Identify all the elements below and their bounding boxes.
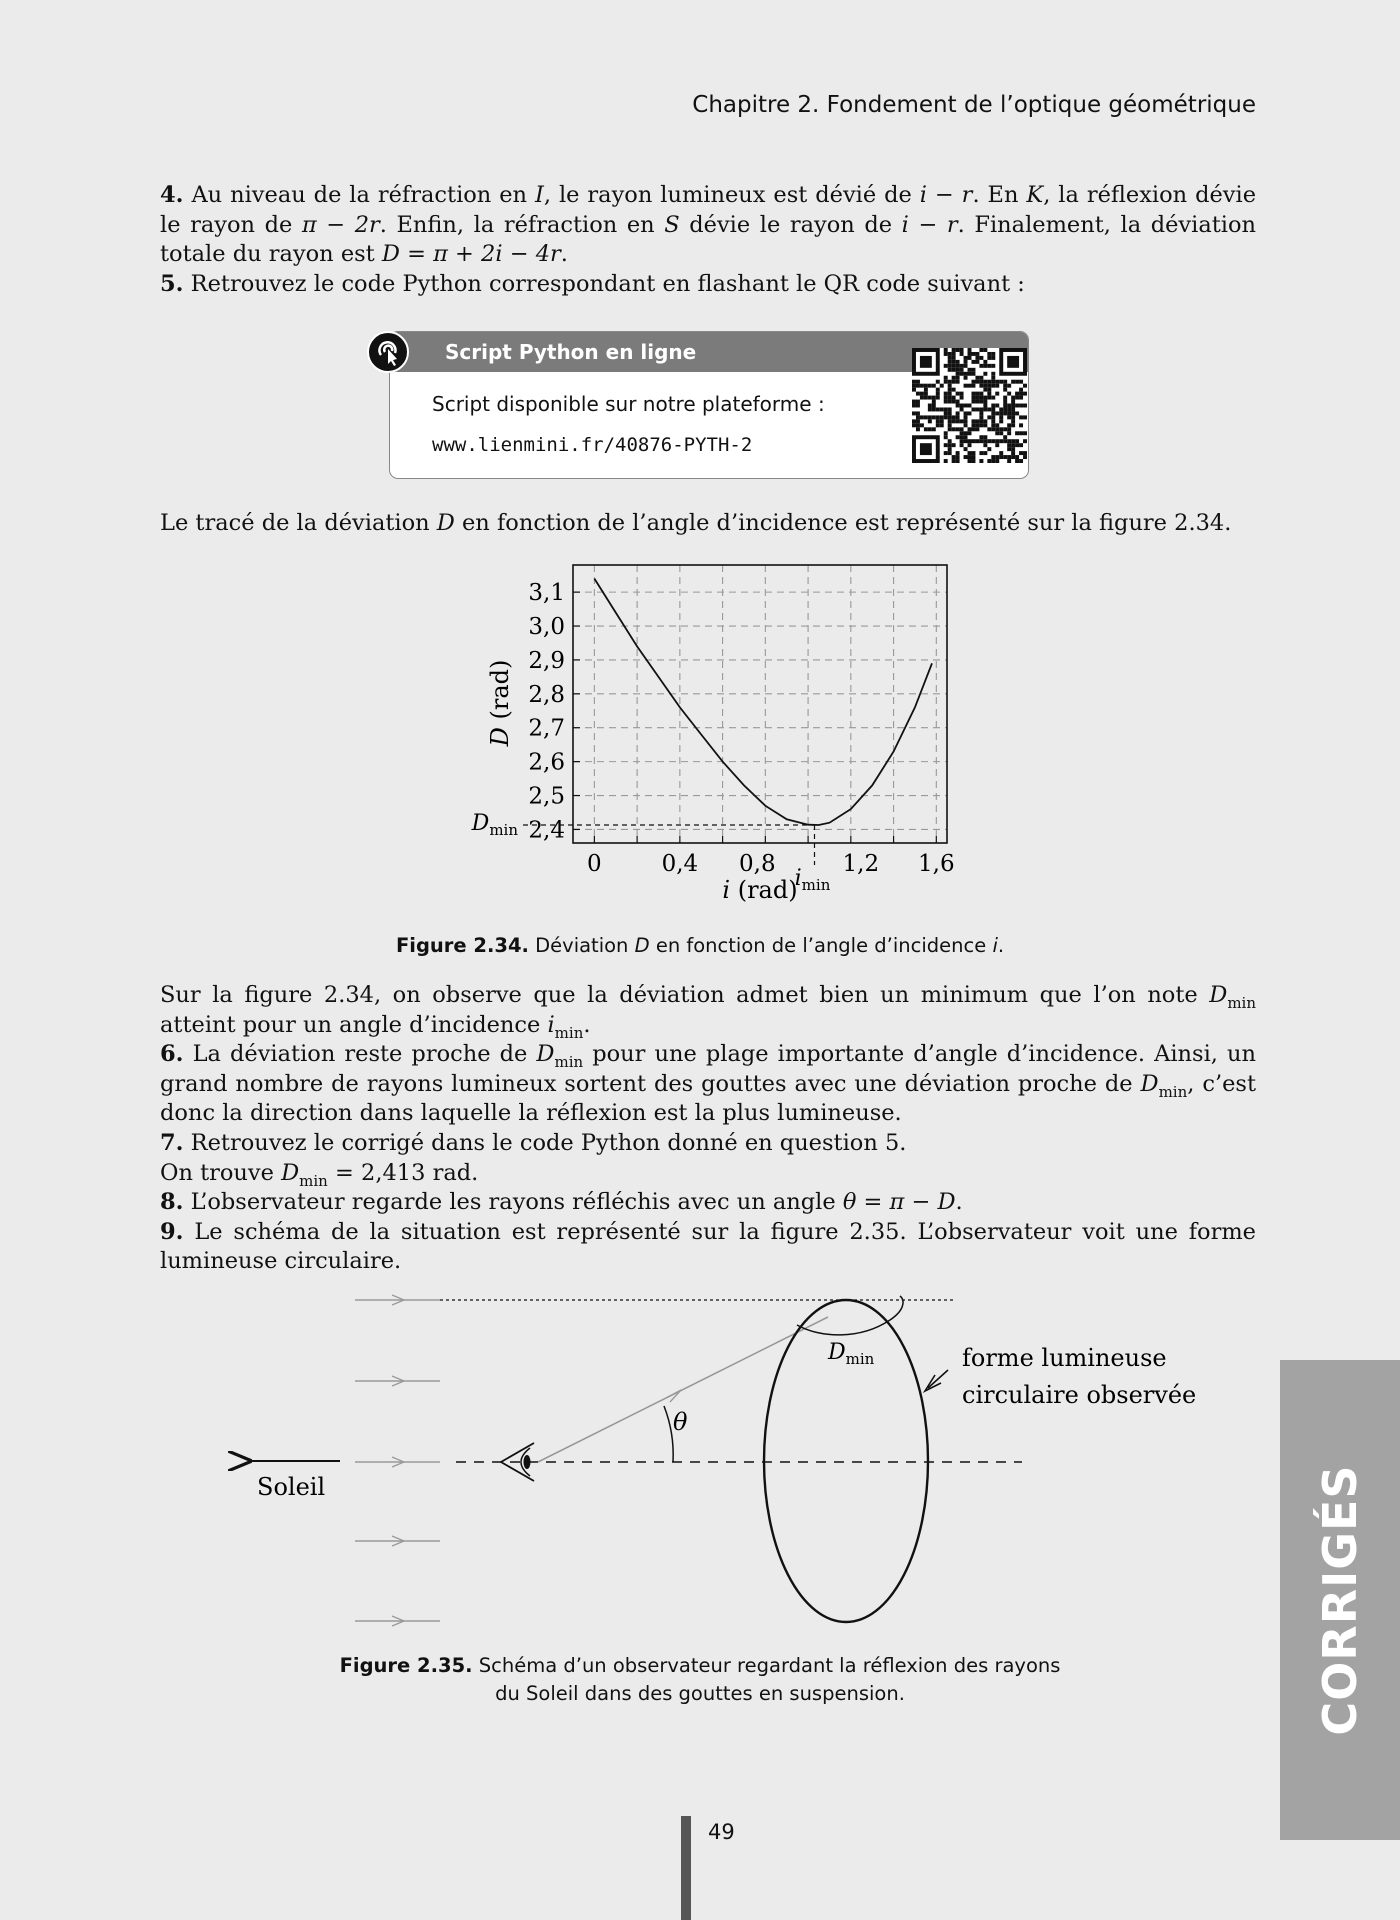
figure-2-35-caption: [300, 1652, 1100, 1708]
imin-symbol: i: [794, 866, 802, 891]
theta-arc: [664, 1406, 673, 1462]
text: La déviation reste proche de: [192, 1041, 537, 1068]
text: Sur la figure 2.34, on observe que la déviation admet bien un minimum que l’on note: [160, 982, 1210, 1008]
dmin-symbol: D: [828, 1340, 846, 1365]
question-number: 7.: [160, 1129, 184, 1156]
text: Déviation: [528, 934, 635, 957]
text: Le tracé de la déviation: [160, 510, 437, 536]
running-head: Chapitre 2. Fondement de l’optique géométrique: [692, 92, 1256, 118]
subscript: min: [1158, 1082, 1188, 1101]
text: . En: [972, 182, 1027, 208]
question-number: 5.: [160, 270, 184, 297]
text: . Enfin, la réfraction en: [379, 211, 665, 238]
python-box-url[interactable]: www.lienmini.fr/40876-PYTH-2: [432, 434, 753, 456]
question-number: 8.: [160, 1189, 184, 1216]
math: i: [992, 934, 998, 957]
subscript: min: [1227, 994, 1256, 1012]
dmin-subscript: min: [845, 1350, 875, 1368]
text: On trouve: [160, 1159, 282, 1186]
text: atteint pour un angle d’incidence: [160, 1011, 548, 1038]
math: K: [1026, 182, 1044, 208]
math: i − r: [919, 182, 973, 208]
dmin-symbol: D: [471, 811, 490, 837]
x-axis-symbol: i: [722, 876, 731, 904]
text: = 2,413 rad.: [327, 1159, 479, 1186]
page-number: 49: [708, 1820, 735, 1844]
x-axis-unit: (rad): [730, 876, 798, 904]
math: θ = π − D: [842, 1189, 956, 1216]
text: Retrouvez le code Python correspondant en flashant le QR code suivant :: [190, 270, 1025, 297]
y-tick-label: 2,9: [528, 647, 565, 674]
incident-rays: [355, 1295, 440, 1626]
math: i: [547, 1011, 555, 1038]
text: Le schéma de la situation est représenté sur la figure 2.35. L’observateur voit une forme lumineuse circulaire.: [160, 1218, 1256, 1275]
text: Au niveau de la réfraction en: [191, 182, 535, 208]
caption-line-2: du Soleil dans des gouttes en suspension.: [495, 1682, 905, 1705]
subscript: min: [299, 1171, 328, 1190]
observed-shape-label-line1: forme lumineuse: [962, 1344, 1167, 1372]
sun-label: Soleil: [257, 1473, 326, 1501]
text: dévie le rayon de: [679, 211, 902, 238]
text: , la réflexion dévie le rayon de: [160, 182, 1257, 238]
caption-line-1: Schéma d’un observateur regardant la réflexion des rayons: [472, 1654, 1061, 1677]
caption-label: Figure 2.34.: [395, 934, 529, 957]
text: . Finalement, la déviation totale du rayon est: [160, 211, 1257, 268]
math: S: [664, 211, 680, 238]
x-tick-label: 0,8: [739, 851, 776, 877]
math: i − r: [901, 211, 958, 238]
dmin-diagram-label: [827, 1340, 875, 1368]
text: , le rayon lumineux est dévié de: [543, 182, 920, 208]
y-axis-symbol: D: [486, 727, 514, 747]
subscript: min: [554, 1053, 584, 1072]
reflected-ray-arrow: [668, 1390, 681, 1402]
question-number: 9.: [160, 1218, 184, 1245]
y-tick-label: 2,4: [528, 817, 565, 844]
y-tick-label: 2,7: [528, 715, 565, 742]
math: D: [634, 934, 650, 957]
y-tick-label: 3,0: [528, 614, 565, 641]
x-tick-label: 0,4: [661, 851, 699, 877]
page-number-rule: [681, 1816, 691, 1920]
y-tick-label: 2,8: [528, 681, 565, 708]
imin-subscript: min: [801, 876, 831, 894]
python-box-title: Script Python en ligne: [390, 332, 1028, 372]
text: pour une plage importante d’angle d’incidence. Ainsi, un grand nombre de rayons lumineux sortent des gouttes avec une déviation proche de: [160, 1041, 1256, 1097]
reflected-ray: [538, 1317, 828, 1462]
theta-label: θ: [673, 1408, 688, 1436]
y-tick-label: 3,1: [528, 580, 565, 607]
observed-shape-label-line2: circulaire observée: [962, 1381, 1197, 1409]
text: .: [560, 241, 568, 268]
math: D: [1140, 1070, 1159, 1097]
question-number: 6.: [160, 1041, 184, 1068]
text: .: [583, 1011, 591, 1038]
math: D = π + 2i − 4r: [381, 241, 561, 268]
text: .: [997, 934, 1005, 957]
python-box-text: Script disponible sur notre plateforme :: [432, 392, 825, 416]
x-tick-label: 0: [587, 851, 602, 877]
math: π − 2r: [301, 211, 380, 238]
y-tick-label: 2,6: [528, 749, 565, 776]
y-tick-label: 2,5: [528, 783, 565, 810]
text: en fonction de l’angle d’incidence est représenté sur la figure 2.34.: [454, 510, 1232, 536]
math: D: [536, 1041, 555, 1068]
math: I: [534, 182, 544, 208]
text: .: [955, 1189, 963, 1216]
math: D: [436, 510, 455, 536]
dmin-subscript: min: [489, 821, 518, 840]
text: en fonction de l’angle d’incidence: [649, 934, 993, 957]
dmin-arc: [797, 1296, 903, 1335]
text: L’observateur regarde les rayons réfléchis avec un angle: [190, 1189, 843, 1216]
text: Retrouvez le corrigé dans le code Python donné en question 5.: [190, 1129, 907, 1156]
subscript: min: [554, 1023, 584, 1042]
x-tick-label: 1,6: [918, 851, 955, 877]
text: , c’est donc la direction dans laquelle la réflexion est la plus lumineuse.: [160, 1070, 1256, 1127]
y-axis-unit: (rad): [486, 659, 514, 728]
section-tab-label: CORRIGÉS: [1313, 1464, 1367, 1736]
caption-label: Figure 2.35.: [339, 1654, 473, 1677]
x-tick-label: 1,2: [842, 851, 880, 877]
question-number: 4.: [160, 182, 184, 208]
math: D: [281, 1159, 300, 1186]
droplet-ring: [764, 1300, 928, 1622]
math: D: [1209, 982, 1228, 1008]
